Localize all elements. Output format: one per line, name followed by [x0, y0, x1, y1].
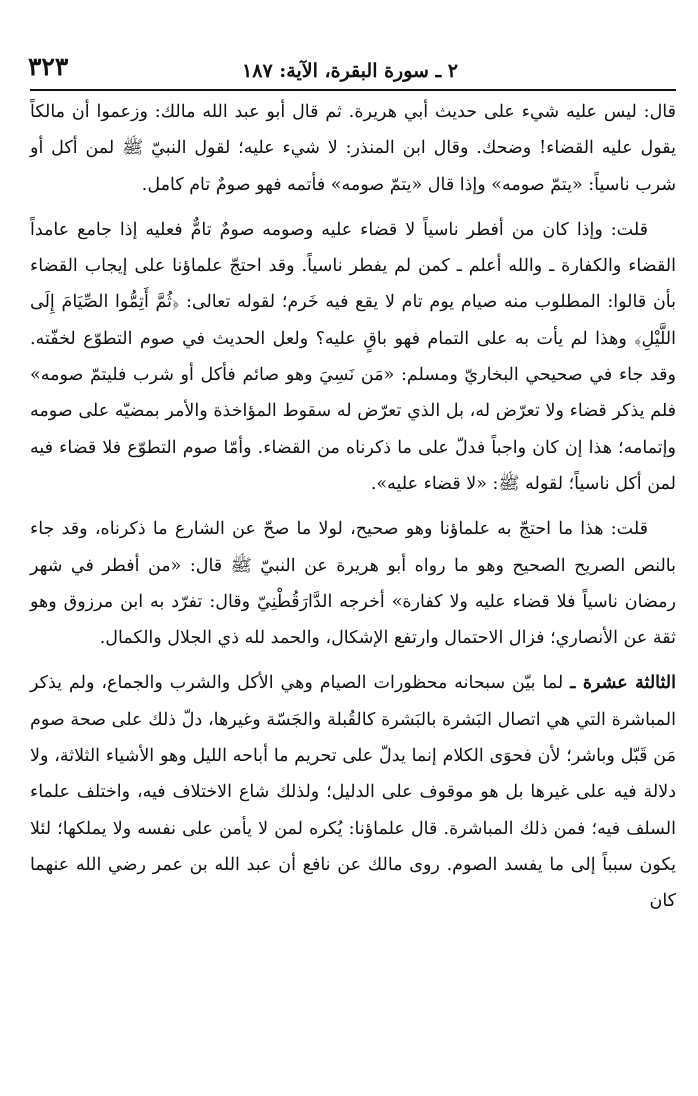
- paragraph: [30, 94, 676, 203]
- page-body: [30, 94, 676, 920]
- paragraph-text: قلت: وإذا كان من أفطر ناسياً لا قضاء عليه وصومه صومٌ تامٌّ فعليه إذا جامع عامداً القضاء والكفارة ـ والله أعلم ـ كمن لم يفطر ناسياً. وقد احتجّ علماؤنا على إيجاب القضاء بأن قالوا: المطلوب منه صيام يوم تام لا يقع فيه خَرم؛ لقوله تعالى: ﴿ثُمَّ أَتِمُّوا الصِّيَامَ إِلَى اللَّيْلِ﴾ وهذا لم يأت به على التمام فهو باقٍ عليه؟ ولعل الحديث في صوم التطوّع لخفّته. وقد جاء في صحيحي البخاريّ ومسلم: «مَن نَسِيَ وهو صائم فأكل أو شرب فليتمّ صومه» فلم يذكر قضاء ولا تعرّض له، بل الذي تعرّض له سقوط المؤاخذة والأمر بمضيّه على صومه وإتمامه؛ هذا إن كان واجباً فدلّ على ما ذكرناه من القضاء. وأمّا صوم التطوّع فلا قضاء فيه لمن أكل ناسياً؛ لقوله ﷺ: «لا قضاء عليه».: [30, 219, 676, 494]
- paragraph-text: قلت: هذا ما احتجّ به علماؤنا وهو صحيح، لولا ما صحّ عن الشارع ما ذكرناه، وقد جاء بالنص الصريح الصحيح وهو ما رواه أبو هريرة عن النبيّ ﷺ قال: «من أفطر في شهر رمضان ناسياً فلا قضاء عليه ولا كفارة» أخرجه الدَّارَقُطْنِيّ وقال: تفرّد به ابن مرزوق وهو ثقة عن الأنصاري؛ فزال الاحتمال وارتفع الإشكال، والحمد لله ذي الجلال والكمال.: [30, 519, 676, 649]
- paragraph: [30, 665, 676, 919]
- page-number: ٣٢٣: [28, 52, 69, 81]
- header-rule: [30, 89, 676, 91]
- paragraph: [30, 511, 676, 656]
- running-title: ٢ ـ سورة البقرة، الآية: ١٨٧: [242, 60, 458, 82]
- paragraph: [30, 212, 676, 502]
- section-heading: الثالثة عشرة ـ: [570, 673, 676, 694]
- paragraph-text: قال: ليس عليه شيء على حديث أبي هريرة. ثم قال أبو عبد الله مالك: وزعموا أن مالكاً يقول عليه القضاء! وضحك. وقال ابن المنذر: لا شيء عليه؛ لقول النبيّ ﷺ لمن أكل أو شرب ناسياً: «يتمّ صومه» وإذا قال «يتمّ صومه» فأتمه فهو صومٌ تام كامل.: [30, 102, 676, 195]
- paragraph-text: لما بيّن سبحانه محظورات الصيام وهي الأكل والشرب والجماع، ولم يذكر المباشرة التي هي اتصال البَشرة بالبَشرة كالقُبلة والجَسّة وغيرها، دلّ ذلك على صحة صوم مَن قَبّل وباشر؛ لأن فحوَى الكلام إنما يدلّ على تحريم ما أباحه الليل وهو الأشياء الثلاثة، ولا دلالة فيه على غيرها بل هو موقوف على الدليل؛ ولذلك شاع الاختلاف فيه، واختلف علماء السلف فيه؛ فمن ذلك المباشرة. قال علماؤنا: يُكره لمن لا يأمن على نفسه ولا يملكها؛ لئلا يكون سبباً إلى ما يفسد الصوم. روى مالك عن نافع أن عبد الله بن عمر رضي الله عنهما كان: [30, 673, 676, 912]
